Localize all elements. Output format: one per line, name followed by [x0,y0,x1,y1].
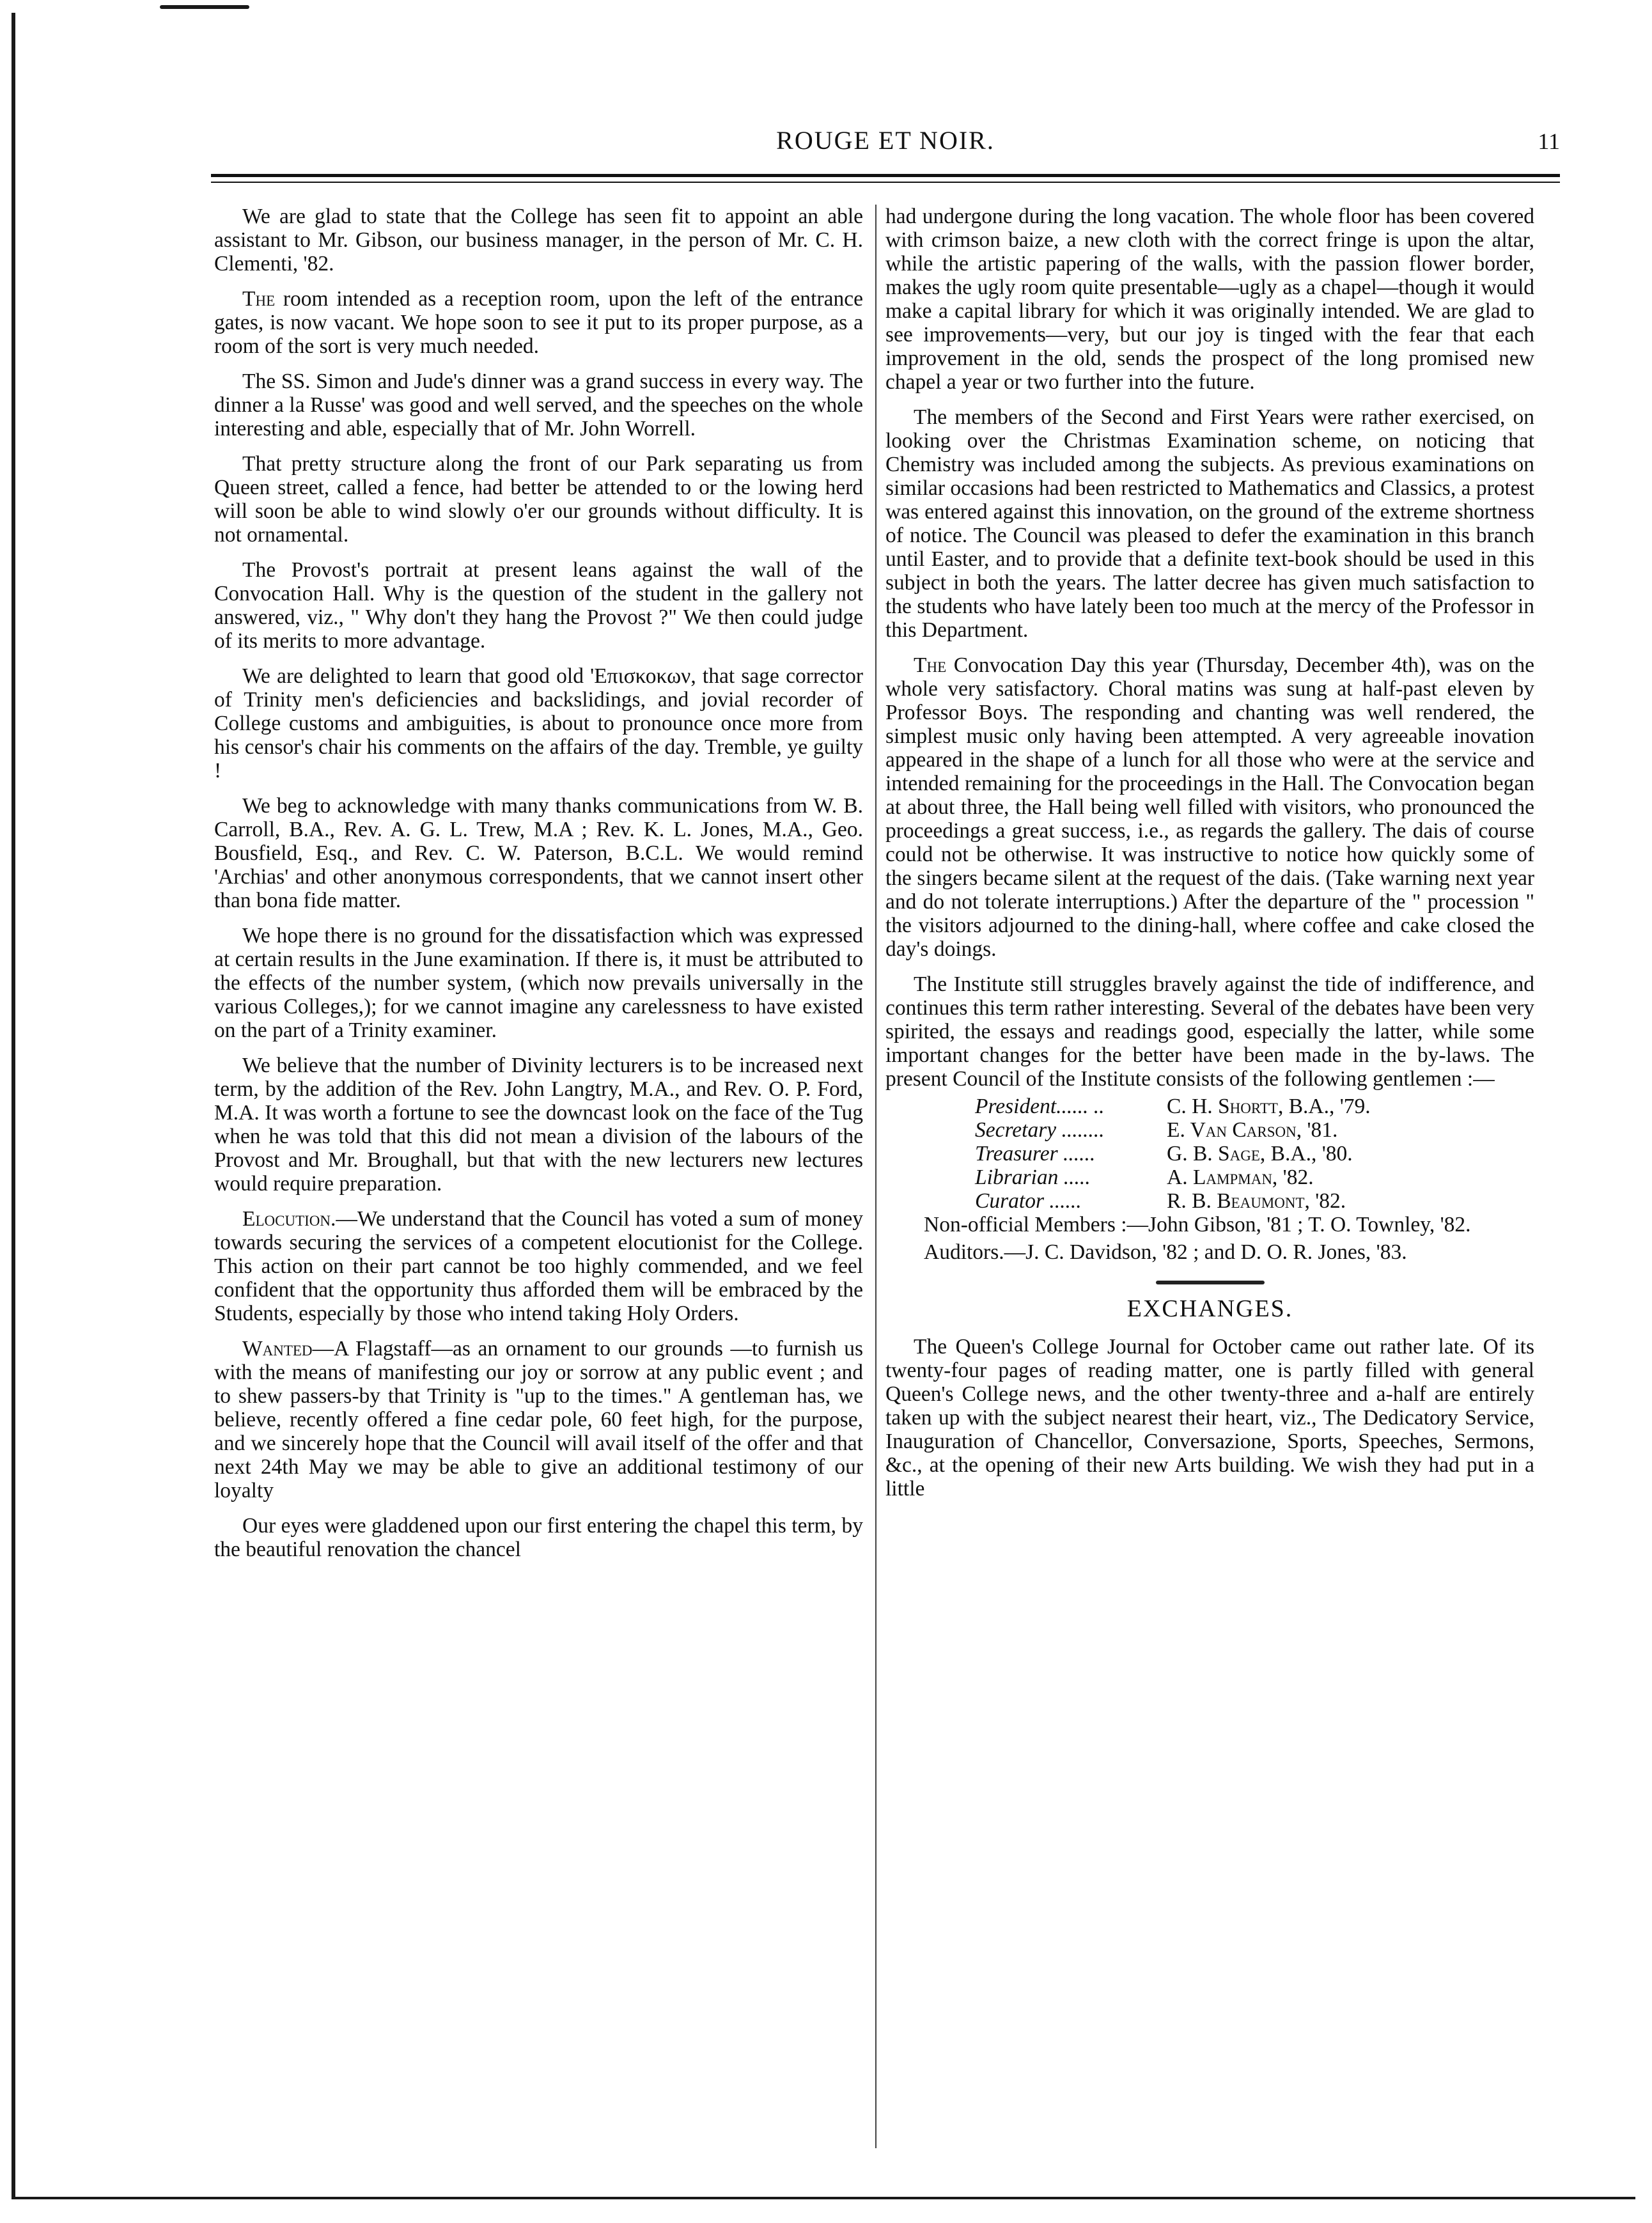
page-edge-left [12,13,15,2199]
paragraph: The SS. Simon and Jude's dinner was a grand success in every way. The dinner a la Russe' was good and well served, and the speeches on the whole interesting and able, especially that of Mr. John Worrell. [214,370,863,441]
council-role: Secretary ........ [975,1118,1105,1142]
council-name: R. B. Beaumont, '82. [1167,1189,1346,1213]
right-column [885,205,1534,2161]
council-row [975,1166,1534,1189]
page-header [211,125,1560,170]
paragraph: The Convocation Day this year (Thursday, December 4th), was on the whole very satisfactory. Choral matins was sung at half-past eleven by Professor Boys. The responding and chanting was well rendered, the simplest music only having been attempted. A very agreeable inovation appeared in the shape of a lunch for all those who were at the service and intended remaining for the proceedings in the Hall. The Convocation began at about three, the Hall being well filled with visitors, who pronounced the proceedings a great success, i.e., as regards the gallery. The dais of course could not be otherwise. It was instructive to notice how quickly some of the singers became silent at the request of the dais. (Take warning next year and do not tolerate interruptions.) After the departure of the " procession " the visitors adjourned to the dining-hall, where coffee and cake closed the day's doings. [885,653,1534,961]
paragraph: That pretty structure along the front of our Park separating us from Queen street, called a fence, had better be attended to or the lowing herd will soon be able to wind slowly o'er our grounds without difficulty. It is not ornamental. [214,452,863,547]
paragraph: The members of the Second and First Years were rather exercised, on looking over the Christmas Examination scheme, on noticing that Chemistry was included among the subjects. As previous examinations on similar occasions had been restricted to Mathematics and Classics, a protest was entered against this innovation, on the ground of the extreme shortness of notice. The Council was pleased to defer the examination in this branch until Easter, and to provide that a definite text-book should be used in this subject in both the years. The latter decree has given much satisfaction to the students who have lately been too much at the mercy of the Professor in this Department. [885,405,1534,642]
paragraph: We are glad to state that the College has seen fit to appoint an able assistant to Mr. Gibson, our business manager, in the person of Mr. C. H. Clementi, '82. [214,205,863,276]
scan-mark [160,5,249,9]
council-role: Treasurer ...... [975,1142,1096,1166]
paragraph: Elocution.—We understand that the Council has voted a sum of money towards securing the services of a competent elocutionist for the College. This action on their part cannot be too highly commended, and we feel confident that the opportunity thus afforded them will be embraced by the Students, especially by those who intend taking Holy Orders. [214,1207,863,1325]
page-number: 11 [1538,129,1560,154]
paragraph: The Provost's portrait at present leans against the wall of the Convocation Hall. Why is the question of the student in the gallery not answered, viz., " Why don't they hang the Provost ?" We then could judge of its merits to more advantage. [214,558,863,653]
council-role: Curator ...... [975,1189,1082,1213]
council-row [975,1189,1534,1213]
running-head: ROUGE ET NOIR. [776,126,995,155]
auditors: Auditors.—J. C. Davidson, '82 ; and D. O. R. Jones, '83. [924,1240,1407,1264]
paragraph: Our eyes were gladdened upon our first entering the chapel this term, by the beautiful renovation the chancel [214,1514,863,1561]
paragraph: The Institute still struggles bravely against the tide of indifference, and continues this term rather interesting. Several of the debates have been very spirited, the essays and readings good, especially the latter, while some important changes for the better have been made in the by-laws. The present Council of the Institute consists of the following gentlemen :— [885,972,1534,1091]
council-name: G. B. Sage, B.A., '80. [1167,1142,1353,1166]
council-row [975,1118,1534,1142]
header-rule-thick [211,174,1560,177]
paragraph: We believe that the number of Divinity lecturers is to be increased next term, by the addition of the Rev. John Langtry, M.A., and Rev. O. P. Ford, M.A. It was worth a fortune to see the downcast look on the face of the Tug when he was told that this did not mean a division of the labours of the Provost and Mr. Broughall, but that with the new lecturers new lectures would require preparation. [214,1054,863,1196]
header-rule-thin [211,182,1560,183]
paragraph: We hope there is no ground for the dissatisfaction which was expressed at certain results in the June examination. If there is, it must be attributed to the effects of the number system, (which now prevails universally in the various Colleges,); for we cannot imagine any carelessness to have existed on the part of a Trinity examiner. [214,924,863,1042]
paragraph: Wanted—A Flagstaff—as an ornament to our grounds —to furnish us with the means of manifesting our joy or sorrow at any public event ; and to shew passers-by that Trinity is "up to the times." A gentleman has, we believe, recently offered a fine cedar pole, 60 feet high, for the purpose, and we sincerely hope that the Council will avail itself of the offer and that next 24th May we may be able to give an additional testimony of our loyalty [214,1337,863,1502]
paragraph: had undergone during the long vacation. The whole floor has been covered with crimson baize, a new cloth with the correct fringe is upon the altar, while the artistic papering of the walls, with the passion flower border, makes the ugly room quite presentable—ugly as a chapel—though it would make a capital library for which it was originally intended. We are glad to see improvements—very, but our joy is tinged with the fear that each improvement in the old, sends the prospect of the long promised new chapel a year or two further into the future. [885,205,1534,394]
paragraph: The Queen's College Journal for October came out rather late. Of its twenty-four pages of reading matter, one is partly filled with general Queen's College news, and the other twenty-three and a-half are entirely taken up with the subject nearest their heart, viz., The Dedicatory Service, Inauguration of Chancellor, Conversazione, Sports, Speeches, Sermons, &c., at the opening of their new Arts building. We wish they had put in a little [885,1335,1534,1501]
institute-council-list [885,1095,1534,1264]
exchanges-heading: EXCHANGES. [1126,1295,1293,1322]
council-name: A. Lampman, '82. [1167,1166,1314,1189]
council-name: C. H. Shortt, B.A., '79. [1167,1095,1371,1118]
council-role: Librarian ..... [975,1166,1091,1189]
council-name: E. Van Carson, '81. [1167,1118,1338,1142]
council-role: President...... .. [975,1095,1105,1118]
left-column [214,205,863,2161]
paragraph: We are delighted to learn that good old 'Επισκοκων, that sage corrector of Trinity men's deficiencies and backslidings, and jovial recorder of College customs and ambiguities, is about to pronounce once more from his censor's chair his comments on the affairs of the day. Tremble, ye guilty ! [214,664,863,783]
council-row [975,1095,1534,1118]
page-edge-bottom [12,2197,1635,2199]
column-divider [875,205,877,2148]
council-row [975,1142,1534,1166]
paragraph: We beg to acknowledge with many thanks communications from W. B. Carroll, B.A., Rev. A. G. L. Trew, M.A ; Rev. K. L. Jones, M.A., Geo. Bousfield, Esq., and Rev. C. W. Paterson, B.C.L. We would remind 'Archias' and other anonymous correspondents, that we cannot insert other than bona fide matter. [214,794,863,912]
paragraph: The room intended as a reception room, upon the left of the entrance gates, is now vacant. We hope soon to see it put to its proper purpose, as a room of the sort is very much needed. [214,287,863,358]
section-divider [1156,1281,1265,1284]
non-official-members: Non-official Members :—John Gibson, '81 ; T. O. Townley, '82. [924,1213,1471,1236]
